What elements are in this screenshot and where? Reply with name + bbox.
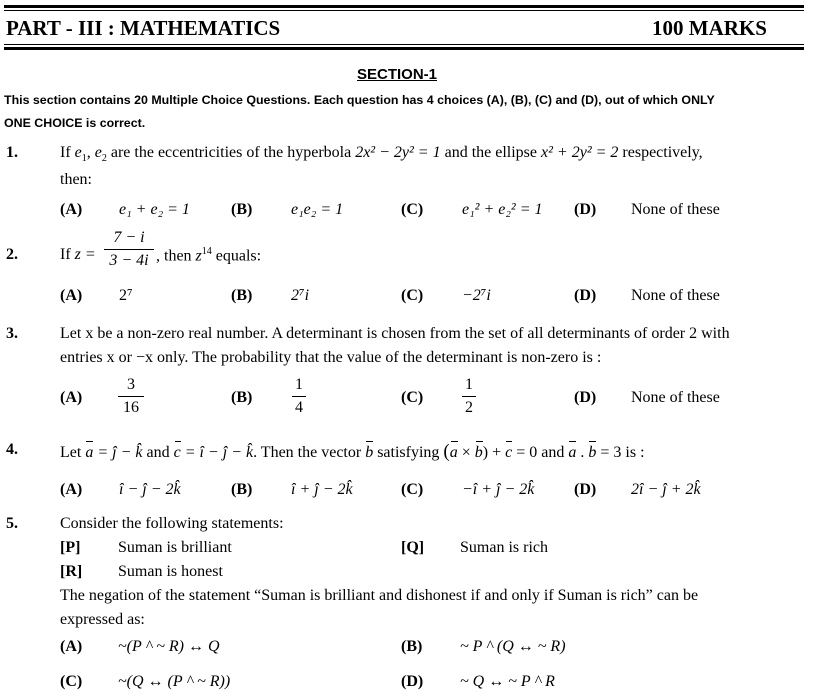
q4-vector-a: a bbox=[85, 444, 94, 461]
option-label-b: (B) bbox=[231, 287, 253, 304]
statement-label-p: [P] bbox=[60, 539, 81, 556]
option-label-a: (A) bbox=[60, 481, 83, 498]
q3-line1: Let x be a non-zero real number. A determinant is chosen from the set of all determinants of order 2 with bbox=[60, 325, 730, 342]
question-1-line2: then: bbox=[60, 171, 92, 188]
q5-option-d[interactable]: ~ Q ↔ ~ P ^ R bbox=[460, 673, 555, 690]
q4-t3: and bbox=[142, 444, 174, 461]
q2-equals: equals: bbox=[211, 247, 262, 265]
q1-e1-sub: 1 bbox=[81, 153, 87, 165]
q4-vector-c: c bbox=[505, 444, 513, 461]
q2-prefix bbox=[60, 246, 96, 264]
q4-t8: × bbox=[457, 444, 475, 461]
q5-negation-line2: expressed as: bbox=[60, 611, 145, 628]
q3-c-den: 2 bbox=[465, 399, 473, 416]
q2-option-a[interactable]: 2⁷ bbox=[119, 287, 133, 304]
option-label-c: (C) bbox=[401, 287, 424, 304]
option-label-d: (D) bbox=[574, 481, 597, 498]
q4-vector-a: a bbox=[568, 444, 577, 461]
q4-t9: ) + bbox=[482, 444, 506, 461]
q3-a-num: 3 bbox=[127, 376, 135, 393]
q3-c-bar bbox=[462, 396, 476, 397]
q1-text-a: If bbox=[60, 144, 75, 161]
q4-t11: and bbox=[537, 444, 569, 461]
statement-p: Suman is brilliant bbox=[118, 539, 232, 556]
statement-r: Suman is honest bbox=[118, 563, 223, 580]
q2-fraction bbox=[104, 229, 154, 270]
q3-c-num: 1 bbox=[465, 376, 473, 393]
q1-hyperbola-eq: 2x² − 2y² = 1 bbox=[355, 144, 441, 161]
option-label-b: (B) bbox=[231, 481, 253, 498]
option-label-c: (C) bbox=[401, 389, 424, 406]
q4-t10: = 0 bbox=[512, 444, 538, 461]
section-title: SECTION-1 bbox=[357, 66, 438, 83]
question-number: 1. bbox=[6, 144, 18, 161]
option-label-b: (B) bbox=[231, 201, 253, 218]
q2-z-sup: 14 bbox=[201, 246, 212, 257]
q1-text-g: are the eccentricities of the hyperbola bbox=[106, 144, 356, 161]
q4-vector-a: a bbox=[449, 444, 458, 461]
q5-option-a[interactable]: ~(P ^ ~ R) ↔ Q bbox=[118, 638, 220, 655]
q2-frac-num: 7 − i bbox=[113, 229, 145, 246]
statement-label-r: [R] bbox=[60, 563, 83, 580]
q1-e2-sub: 2 bbox=[101, 153, 107, 165]
option-label-d: (D) bbox=[401, 673, 424, 690]
option-label-d: (D) bbox=[574, 389, 597, 406]
option-label-c: (C) bbox=[401, 481, 424, 498]
q4-vector-b: b bbox=[588, 444, 597, 461]
option-label-b: (B) bbox=[231, 389, 253, 406]
question-number: 5. bbox=[6, 515, 18, 532]
q4-option-d[interactable]: 2î − ĵ + 2k̂ bbox=[631, 481, 701, 498]
q3-a-den: 16 bbox=[123, 399, 139, 416]
q3-b-den: 4 bbox=[295, 399, 303, 416]
q4-t4: = î − ĵ − k̂ bbox=[180, 444, 254, 461]
q2-suffix bbox=[156, 246, 261, 265]
q2-option-b[interactable]: 2⁷i bbox=[291, 287, 310, 304]
q3-option-d[interactable]: None of these bbox=[631, 389, 720, 406]
q4-option-b[interactable]: î + ĵ − 2k̂ bbox=[291, 481, 353, 498]
q4-vector-b: b bbox=[365, 444, 374, 461]
marks-label: 100 MARKS bbox=[652, 16, 767, 40]
q5-intro: Consider the following statements: bbox=[60, 515, 284, 532]
q2-z: z bbox=[195, 247, 202, 265]
q3-option-c[interactable] bbox=[462, 376, 476, 417]
q4-option-a[interactable]: î − ĵ − 2k̂ bbox=[119, 481, 181, 498]
q4-vector-c: c bbox=[173, 444, 181, 461]
q2-z-eq: z = bbox=[74, 246, 96, 263]
q1-ellipse-eq: x² + 2y² = 2 bbox=[541, 144, 619, 161]
option-label-d: (D) bbox=[574, 201, 597, 218]
q4-t12: . bbox=[576, 444, 589, 461]
q2-if: If bbox=[60, 246, 75, 263]
q4-option-c[interactable]: −î + ĵ − 2k̂ bbox=[462, 481, 535, 498]
question-number: 3. bbox=[6, 325, 18, 342]
q4-t13: = 3 bbox=[596, 444, 622, 461]
header-rule-bottom-thick bbox=[4, 47, 804, 50]
option-label-a: (A) bbox=[60, 201, 83, 218]
q4-t5: . Then the vector bbox=[253, 444, 366, 461]
q3-a-bar bbox=[118, 396, 144, 397]
header-rule-top-thick bbox=[4, 5, 804, 8]
q2-option-d[interactable]: None of these bbox=[631, 287, 720, 304]
q1-option-b[interactable]: e₁e₂ = 1 bbox=[291, 201, 344, 218]
q4-t14: is : bbox=[621, 444, 645, 461]
q2-option-c[interactable]: −2⁷i bbox=[462, 287, 491, 304]
option-label-c: (C) bbox=[60, 673, 83, 690]
q4-t2: = ĵ − k̂ bbox=[93, 444, 143, 461]
option-label-a: (A) bbox=[60, 287, 83, 304]
option-label-b: (B) bbox=[401, 638, 423, 655]
option-label-c: (C) bbox=[401, 201, 424, 218]
q1-text-h: and the ellipse bbox=[440, 144, 542, 161]
q4-vector-b: b bbox=[474, 444, 483, 461]
q2-frac-den: 3 − 4i bbox=[109, 252, 149, 269]
q3-b-num: 1 bbox=[295, 376, 303, 393]
q3-line2: entries x or −x only. The probability that the value of the determinant is non-zero is : bbox=[60, 349, 602, 366]
q2-frac-bar bbox=[104, 249, 154, 250]
q3-option-a[interactable] bbox=[118, 376, 144, 417]
header-rule-bottom-thin bbox=[4, 44, 804, 45]
question-1-text bbox=[60, 144, 703, 164]
header-rule-top-thin bbox=[4, 10, 804, 11]
option-label-a: (A) bbox=[60, 389, 83, 406]
q4-t6: satisfying bbox=[373, 444, 444, 461]
question-number: 4. bbox=[6, 441, 18, 458]
question-number: 2. bbox=[6, 246, 18, 263]
q1-e1: e bbox=[74, 144, 82, 161]
section-instruction-line1: This section contains 20 Multiple Choice Questions. Each question has 4 choices (A), (B), (C) and (D), out of which ONLY bbox=[4, 93, 715, 107]
section-instruction-line2: ONE CHOICE is correct. bbox=[4, 116, 146, 130]
page-title: PART - III : MATHEMATICS bbox=[6, 16, 281, 40]
q5-option-c[interactable]: ~(Q ↔ (P ^ ~ R)) bbox=[118, 673, 231, 690]
option-label-d: (D) bbox=[574, 287, 597, 304]
q1-e2: e bbox=[94, 144, 102, 161]
q1-text-i: respectively, bbox=[618, 144, 703, 161]
q2-then: , then bbox=[156, 247, 196, 265]
statement-q: Suman is rich bbox=[460, 539, 548, 556]
q1-text-d: , bbox=[86, 144, 95, 161]
q3-option-b[interactable] bbox=[292, 376, 306, 417]
question-4-text bbox=[60, 441, 645, 463]
q1-option-c[interactable]: e₁² + e₂² = 1 bbox=[462, 201, 543, 218]
statement-label-q: [Q] bbox=[401, 539, 425, 556]
q5-negation-line1: The negation of the statement “Suman is brilliant and dishonest if and only if Suman is rich” can be bbox=[60, 587, 699, 604]
q1-option-a[interactable]: e₁ + e₂ = 1 bbox=[119, 201, 190, 218]
q4-t1: Let bbox=[60, 444, 86, 461]
option-label-a: (A) bbox=[60, 638, 83, 655]
q4-t7: ( bbox=[443, 441, 450, 462]
q5-option-b[interactable]: ~ P ^ (Q ↔ ~ R) bbox=[460, 638, 566, 655]
q1-option-d[interactable]: None of these bbox=[631, 201, 720, 218]
q3-b-bar bbox=[292, 396, 306, 397]
